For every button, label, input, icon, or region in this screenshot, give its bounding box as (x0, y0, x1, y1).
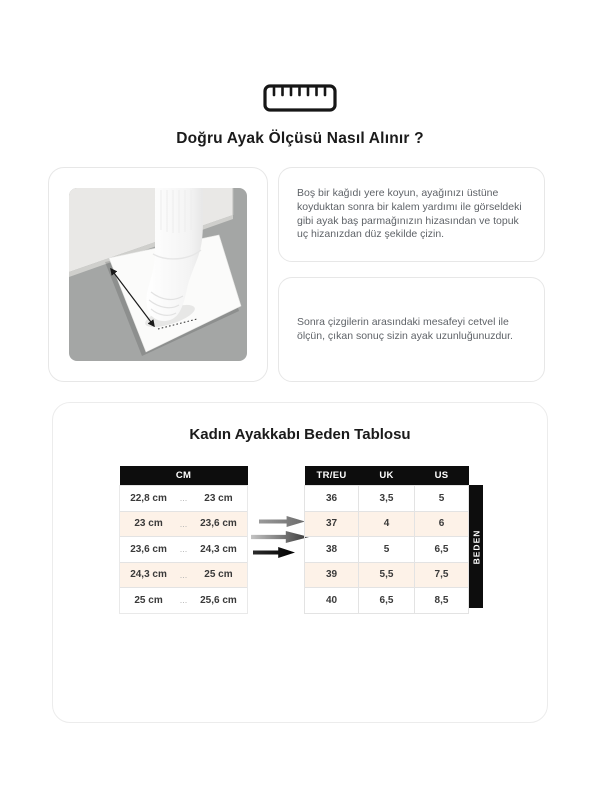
beden-label-text: BEDEN (471, 529, 482, 564)
cm-max: 25 cm (190, 562, 248, 588)
right-arrow-icon (251, 531, 309, 543)
size-us: 7,5 (415, 562, 469, 588)
instruction-step-2-text: Sonra çizgilerin arasındaki mesafeyi cetvel ile ölçün, çıkan sonuç sizin ayak uzunluğunuzdur. (297, 315, 513, 342)
table-row (120, 562, 248, 588)
cm-min: 23,6 cm (120, 537, 178, 563)
size-tr-eu: 39 (305, 562, 359, 588)
cm-min: 23 cm (120, 511, 178, 537)
foot-measurement-photo (69, 188, 247, 361)
size-us: 5 (415, 486, 469, 512)
size-conversion-table (304, 466, 469, 614)
col-header-uk: UK (359, 466, 415, 486)
table-row (120, 511, 248, 537)
instruction-step-1-text: Boş bir kağıdı yere koyun, ayağınızı üstüne koyduktan sonra bir kalem yardımı ile görseldeki gibi ayak baş parmağınızın hizasından ve topuk uç hizanızdan düz şekilde çizin. (297, 186, 522, 241)
cm-max: 23,6 cm (190, 511, 248, 537)
cm-max: 24,3 cm (190, 537, 248, 563)
size-uk: 6,5 (359, 588, 415, 614)
cm-min: 22,8 cm (120, 486, 178, 512)
size-us: 6,5 (415, 537, 469, 563)
table-row (120, 537, 248, 563)
page-title: Doğru Ayak Ölçüsü Nasıl Alınır ? (176, 130, 424, 147)
instruction-step-1 (278, 167, 545, 262)
size-tr-eu: 37 (305, 511, 359, 537)
size-table-card (52, 402, 548, 723)
size-uk: 3,5 (359, 486, 415, 512)
range-separator: ... (177, 588, 190, 614)
cm-max: 23 cm (190, 486, 248, 512)
range-separator: ... (177, 511, 190, 537)
size-tr-eu: 40 (305, 588, 359, 614)
table-row (305, 562, 469, 588)
size-uk: 4 (359, 511, 415, 537)
instruction-step-2 (278, 277, 545, 382)
range-separator: ... (177, 562, 190, 588)
table-row (305, 588, 469, 614)
cm-min: 25 cm (120, 588, 178, 614)
cm-range-table (119, 466, 248, 614)
col-header-tr-eu: TR/EU (305, 466, 359, 486)
size-us: 8,5 (415, 588, 469, 614)
col-header-us: US (415, 466, 469, 486)
table-row (305, 486, 469, 512)
size-tr-eu: 36 (305, 486, 359, 512)
header (0, 84, 600, 117)
cm-table-header: CM (120, 466, 248, 486)
size-uk: 5,5 (359, 562, 415, 588)
size-us: 6 (415, 511, 469, 537)
table-row (120, 588, 248, 614)
size-uk: 5 (359, 537, 415, 563)
cm-max: 25,6 cm (190, 588, 248, 614)
size-table-title: Kadın Ayakkabı Beden Tablosu (189, 426, 411, 443)
table-row (305, 511, 469, 537)
range-separator: ... (177, 486, 190, 512)
right-arrow-icon (253, 547, 295, 558)
beden-vertical-label (469, 485, 483, 608)
table-header-row (305, 466, 469, 486)
size-tr-eu: 38 (305, 537, 359, 563)
cm-min: 24,3 cm (120, 562, 178, 588)
right-arrow-icon (259, 516, 305, 527)
range-separator: ... (177, 537, 190, 563)
ruler-icon (263, 84, 337, 117)
table-row (305, 537, 469, 563)
table-row (120, 486, 248, 512)
measurement-photo-card (48, 167, 268, 382)
